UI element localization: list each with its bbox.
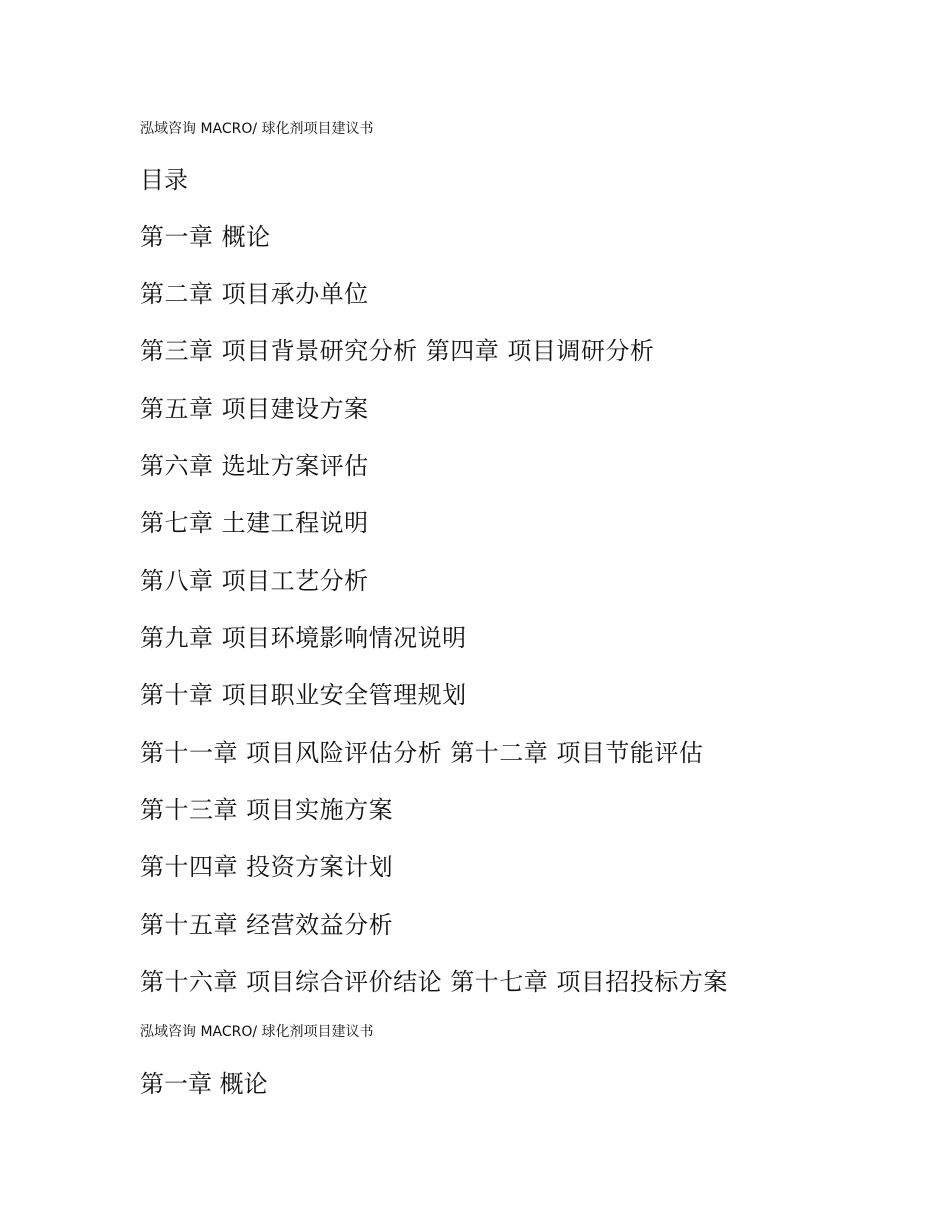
toc-title: 目录 [140,166,188,194]
toc-entry: 第十六章 项目综合评价结论 第十七章 项目招投标方案 [140,968,728,996]
toc-entry: 第八章 项目工艺分析 [140,567,369,595]
toc-entry: 第三章 项目背景研究分析 第四章 项目调研分析 [140,337,655,365]
toc-entry: 第五章 项目建设方案 [140,395,369,423]
toc-entry: 第七章 土建工程说明 [140,509,369,537]
toc-entry: 第一章 概论 [140,223,271,251]
chapter-heading: 第一章 概论 [140,1070,268,1098]
toc-entry: 第二章 项目承办单位 [140,280,369,308]
page-header: 泓域咨询 MACRO/ 球化剂项目建议书 [140,1024,374,1040]
toc-entry: 第十四章 投资方案计划 [140,853,394,881]
toc-entry: 第十章 项目职业安全管理规划 [140,681,467,709]
toc-entry: 第十三章 项目实施方案 [140,796,394,824]
toc-entry: 第十五章 经营效益分析 [140,911,394,939]
toc-entry: 第九章 项目环境影响情况说明 [140,624,467,652]
page-header: 泓域咨询 MACRO/ 球化剂项目建议书 [140,121,374,137]
toc-entry: 第六章 选址方案评估 [140,452,369,480]
toc-entry: 第十一章 项目风险评估分析 第十二章 项目节能评估 [140,739,704,767]
